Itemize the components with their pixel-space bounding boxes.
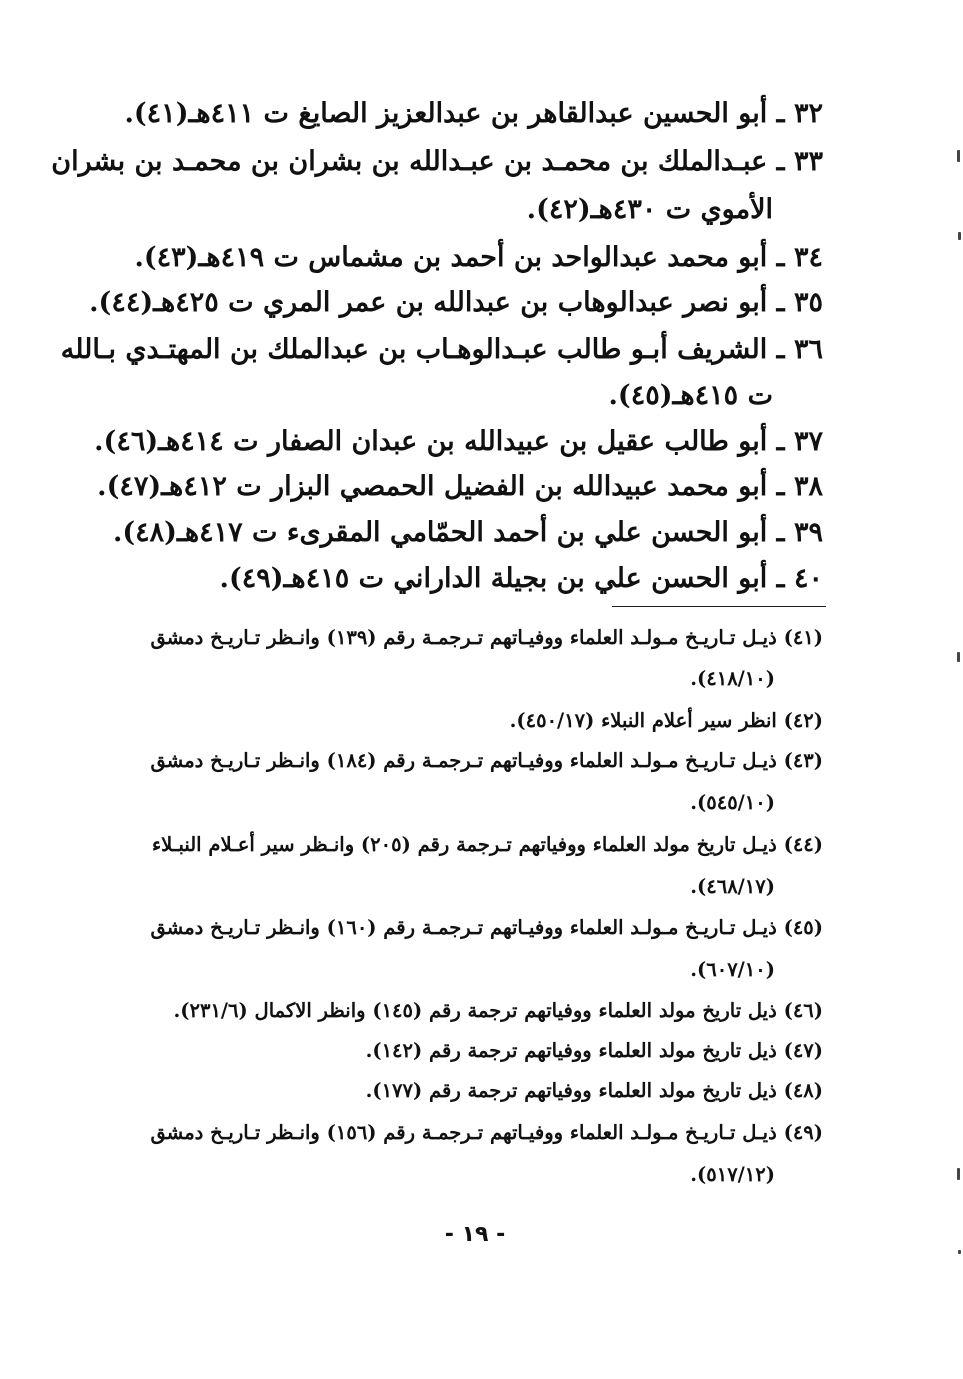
footnote-42: (٤٢) انظر سير أعلام النبلاء (٤٥٠/١٧). bbox=[509, 709, 823, 732]
footnote-43: (٤٣) ذيـل تـاريـخ مـولـد العلماء ووفيـاتهم تـرجمـة رقم (١٨٤) وانـظر تـاريـخ دمشق bbox=[150, 749, 823, 772]
footnote-47: (٤٧) ذيل تاريخ مولد العلماء ووفياتهم ترجمة رقم (١٤٢). bbox=[365, 1039, 823, 1062]
footnote-46: (٤٦) ذيل تاريخ مولد العلماء ووفياتهم ترجمة رقم (١٤٥) وانظر الاكمال (٢٣١/٦). bbox=[173, 999, 823, 1022]
footnote-41: (٤١) ذيـل تـاريـخ مـولـد العلماء ووفيـاتهم تـرجمـة رقم (١٣٩) وانـظر تـاريـخ دمشق bbox=[150, 626, 823, 649]
entry-33-continuation: الأموي ت ٤٣٠هـ(٤٢). bbox=[526, 194, 773, 225]
scan-margin-mark bbox=[957, 150, 960, 162]
scan-margin-mark bbox=[957, 1168, 960, 1180]
scan-margin-mark bbox=[957, 652, 960, 662]
entry-39: ٣٩ ـ أبو الحسن علي بن أحمد الحمّامي المقرىء ت ٤١٧هـ(٤٨). bbox=[112, 517, 823, 548]
footnote-separator bbox=[612, 606, 826, 607]
entry-35: ٣٥ ـ أبو نصر عبدالوهاب بن عبدالله بن عمر المري ت ٤٢٥هـ(٤٤). bbox=[89, 287, 823, 318]
footnote-49: (٤٩) ذيـل تـاريـخ مـولـد العلماء ووفيـاتهم تـرجمـة رقم (١٥٦) وانـظر تـاريـخ دمشق bbox=[150, 1121, 823, 1144]
scan-margin-mark bbox=[958, 232, 961, 240]
footnote-44: (٤٤) ذيـل تاريخ مولد العلماء ووفياتهم تـرجمة رقم (٢٠٥) وانـظر سير أعـلام النبـلاء bbox=[151, 833, 823, 856]
footnote-48: (٤٨) ذيل تاريخ مولد العلماء ووفياتهم ترجمة رقم (١٧٧). bbox=[365, 1079, 823, 1102]
entry-36: ٣٦ ـ الشريف أبـو طالب عبـدالوهـاب بن عبدالملك بن المهتـدي بـالله bbox=[60, 334, 823, 365]
footnote-41-continuation: (٤١٨/١٠). bbox=[690, 667, 775, 690]
footnote-44-continuation: (٤٦٨/١٧). bbox=[690, 875, 775, 898]
entry-32: ٣٢ ـ أبو الحسين عبدالقاهر بن عبدالعزيز الصايغ ت ٤١١هـ(٤١). bbox=[124, 98, 823, 129]
entry-34: ٣٤ ـ أبو محمد عبدالواحد بن أحمد بن مشماس ت ٤١٩هـ(٤٣). bbox=[134, 242, 823, 273]
entry-36-continuation: ت ٤١٥هـ(٤٥). bbox=[608, 380, 773, 411]
page-number: - ١٩ - bbox=[444, 1222, 506, 1247]
entry-38: ٣٨ ـ أبو محمد عبيدالله بن الفضيل الحمصي البزار ت ٤١٢هـ(٤٧). bbox=[97, 471, 823, 502]
footnote-45-continuation: (٦٠٧/١٠). bbox=[690, 958, 775, 981]
entry-33: ٣٣ ـ عبـدالملك بن محمـد بن عبـدالله بن بشران بن محمـد بن بشران bbox=[51, 146, 823, 177]
footnote-49-continuation: (٥١٧/١٢). bbox=[690, 1163, 775, 1186]
footnote-45: (٤٥) ذيـل تـاريـخ مـولـد العلماء ووفيـاتهم تـرجمـة رقم (١٦٠) وانـظر تـاريـخ دمشق bbox=[150, 916, 823, 939]
entry-37: ٣٧ ـ أبو طالب عقيل بن عبيدالله بن عبدان الصفار ت ٤١٤هـ(٤٦). bbox=[94, 426, 823, 457]
scan-margin-mark bbox=[958, 1250, 961, 1254]
footnote-43-continuation: (٥٤٥/١٠). bbox=[690, 791, 775, 814]
entry-40: ٤٠ ـ أبو الحسن علي بن بجيلة الداراني ت ٤١٥هـ(٤٩). bbox=[219, 563, 823, 594]
